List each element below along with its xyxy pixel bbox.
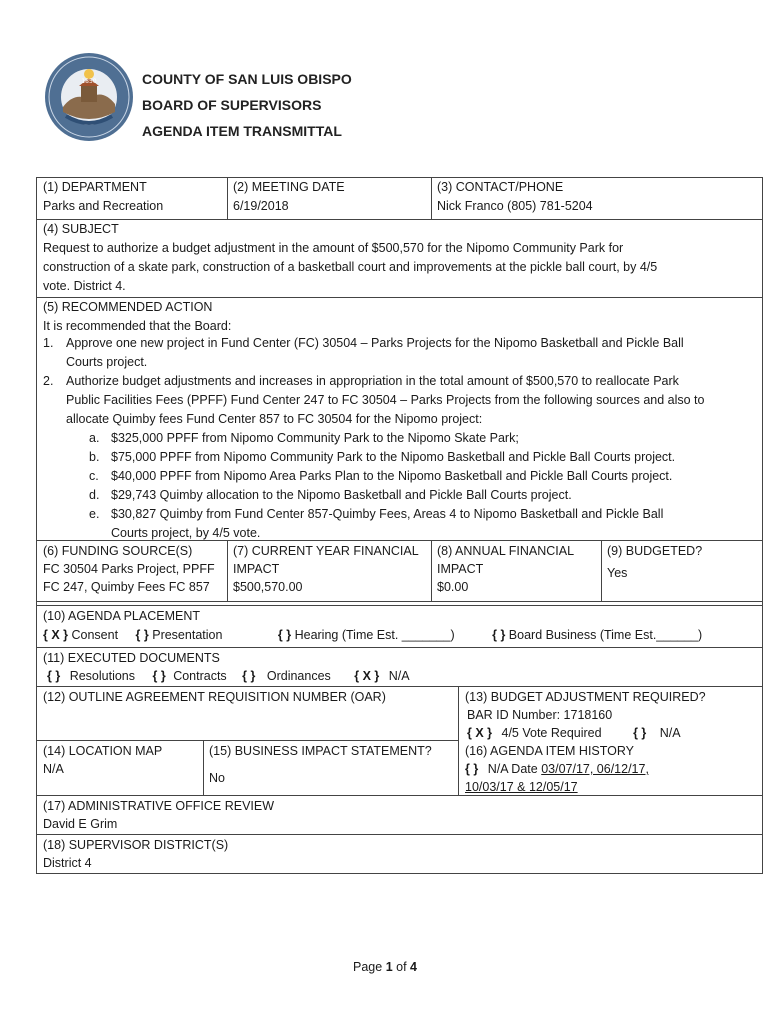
annual-impact-value: $0.00 xyxy=(437,580,469,594)
subject-line-1: Request to authorize a budget adjustment in the amount of $500,570 for the Nipomo Community Park for xyxy=(43,241,624,255)
sub-item-d xyxy=(89,486,675,505)
header-board: BOARD OF SUPERVISORS xyxy=(142,97,322,113)
budgeted-label: (9) BUDGETED? xyxy=(607,544,703,558)
sub-list xyxy=(89,429,675,543)
hearing-checkbox[interactable]: { } xyxy=(277,628,292,642)
bar-id-number: BAR ID Number: 1718160 xyxy=(467,708,613,722)
sub-item-a xyxy=(89,429,675,448)
history-dates-1: 03/07/17, 06/12/17, xyxy=(541,762,649,776)
item-1-number: 1. xyxy=(43,336,54,350)
sub-item-c xyxy=(89,467,675,486)
current-year-label-1: (7) CURRENT YEAR FINANCIAL xyxy=(233,544,419,558)
oar-label: (12) OUTLINE AGREEMENT REQUISITION NUMBER (OAR) xyxy=(43,690,386,704)
vote-required-checkbox[interactable]: { X } xyxy=(467,726,493,740)
item-2-line-1: Authorize budget adjustments and increases in appropriation in the total amount of $500,570 to reallocate Park xyxy=(66,374,679,388)
budget-adjustment-cell xyxy=(465,688,706,742)
page-footer xyxy=(0,960,770,974)
consent-checkbox[interactable]: { X } xyxy=(43,628,69,642)
supervisor-district-value: District 4 xyxy=(43,856,92,870)
recommended-action-cell xyxy=(43,298,231,336)
location-map-cell xyxy=(43,742,162,778)
page-number: 1 xyxy=(385,960,393,974)
recommended-intro: It is recommended that the Board: xyxy=(43,319,232,333)
ordinances-checkbox[interactable]: { } xyxy=(242,669,256,683)
subject-line-2: construction of a skate park, construction of a basketball court and improvements at the pickle ball court, by 4/5 xyxy=(43,260,658,274)
consent-label: Consent xyxy=(71,628,119,642)
item-1 xyxy=(66,334,684,372)
contact-label: (3) CONTACT/PHONE xyxy=(437,180,564,194)
agenda-placement-label: (10) AGENDA PLACEMENT xyxy=(43,609,200,623)
item-1-line-2: Courts project. xyxy=(66,355,148,369)
meeting-date-label: (2) MEETING DATE xyxy=(233,180,345,194)
seal-year: 1850 xyxy=(81,78,97,85)
annual-impact-label-2: IMPACT xyxy=(437,562,484,576)
document-header xyxy=(142,66,352,144)
admin-review-value: David E Grim xyxy=(43,817,118,831)
history-na-date-label: N/A Date xyxy=(487,762,538,776)
subject-label: (4) SUBJECT xyxy=(43,222,119,236)
page-total: 4 xyxy=(410,960,417,974)
item-2-line-3: allocate Quimby fees Fund Center 857 to FC 30504 for the Nipomo project: xyxy=(66,412,483,426)
header-county: COUNTY OF SAN LUIS OBISPO xyxy=(142,71,352,87)
county-seal-logo xyxy=(44,52,134,142)
annual-impact-cell xyxy=(437,542,574,596)
funding-source-cell xyxy=(43,542,215,596)
recommended-label: (5) RECOMMENDED ACTION xyxy=(43,300,213,314)
contact-value: Nick Franco (805) 781-5204 xyxy=(437,199,593,213)
agenda-history-label: (16) AGENDA ITEM HISTORY xyxy=(465,744,635,758)
board-business-checkbox[interactable]: { } xyxy=(492,628,506,642)
history-na-checkbox[interactable]: { } xyxy=(465,762,479,776)
funding-source-value-2: FC 247, Quimby Fees FC 857 xyxy=(43,580,210,594)
na-label: N/A xyxy=(388,669,410,683)
sub-item-b xyxy=(89,448,675,467)
department-value: Parks and Recreation xyxy=(43,199,164,213)
current-year-label-2: IMPACT xyxy=(233,562,280,576)
sub-item-text: $40,000 PPFF from Nipomo Area Parks Plan to the Nipomo Basketball and Pickle Ball Courts project. xyxy=(111,469,673,483)
current-year-impact-cell xyxy=(233,542,419,596)
executed-documents-options xyxy=(47,667,410,685)
admin-review-cell xyxy=(43,797,274,833)
board-business-label: Board Business (Time Est.______) xyxy=(508,628,703,642)
contracts-checkbox[interactable]: { } xyxy=(152,669,166,683)
meeting-date-cell xyxy=(233,178,345,216)
sub-item-marker: d. xyxy=(89,488,100,502)
of-word: of xyxy=(396,960,407,974)
contact-cell xyxy=(437,178,593,216)
sub-item-text: $30,827 Quimby from Fund Center 857-Quimby Fees, Areas 4 to Nipomo Basketball and Pickle Ball xyxy=(111,507,664,521)
agenda-history-row xyxy=(465,760,649,778)
sub-item-e-line-2: Courts project, by 4/5 vote. xyxy=(111,526,261,540)
subject-line-3: vote. District 4. xyxy=(43,279,126,293)
resolutions-label: Resolutions xyxy=(69,669,136,683)
sub-item-text: $325,000 PPFF from Nipomo Community Park to the Nipomo Skate Park; xyxy=(111,431,519,445)
supervisor-district-label: (18) SUPERVISOR DISTRICT(S) xyxy=(43,838,229,852)
department-cell xyxy=(43,178,163,216)
supervisor-district-cell xyxy=(43,836,228,872)
history-dates-2: 10/03/17 & 12/05/17 xyxy=(465,780,578,794)
budgeted-value: Yes xyxy=(607,566,628,580)
business-impact-label: (15) BUSINESS IMPACT STATEMENT? xyxy=(209,744,432,758)
funding-source-value-1: FC 30504 Parks Project, PPFF xyxy=(43,562,215,576)
vote-required-label: 4/5 Vote Required xyxy=(501,726,602,740)
meeting-date-value: 6/19/2018 xyxy=(233,199,289,213)
business-impact-value: No xyxy=(209,771,225,785)
funding-source-label: (6) FUNDING SOURCE(S) xyxy=(43,544,193,558)
business-impact-cell xyxy=(209,742,432,787)
header-title: AGENDA ITEM TRANSMITTAL xyxy=(142,123,342,139)
bar-na-checkbox[interactable]: { } xyxy=(633,726,647,740)
presentation-label: Presentation xyxy=(152,628,223,642)
budget-adjustment-label: (13) BUDGET ADJUSTMENT REQUIRED? xyxy=(465,690,706,704)
current-year-value: $500,570.00 xyxy=(233,580,303,594)
sub-item-text: $75,000 PPFF from Nipomo Community Park to the Nipomo Basketball and Pickle Ball Courts project. xyxy=(111,450,676,464)
item-2 xyxy=(66,372,704,429)
resolutions-checkbox[interactable]: { } xyxy=(47,669,61,683)
sub-item-e xyxy=(89,505,675,524)
na-checkbox[interactable]: { X } xyxy=(354,669,380,683)
agenda-placement-options xyxy=(43,626,755,644)
bar-na-label: N/A xyxy=(659,726,681,740)
presentation-checkbox[interactable]: { } xyxy=(135,628,149,642)
annual-impact-label-1: (8) ANNUAL FINANCIAL xyxy=(437,544,575,558)
sub-item-text: $29,743 Quimby allocation to the Nipomo Basketball and Pickle Ball Courts project. xyxy=(111,488,572,502)
subject-cell xyxy=(43,220,657,296)
item-2-number: 2. xyxy=(43,374,54,388)
admin-review-label: (17) ADMINISTRATIVE OFFICE REVIEW xyxy=(43,799,275,813)
sub-item-marker: c. xyxy=(89,469,99,483)
sub-item-marker: a. xyxy=(89,431,100,445)
hearing-label: Hearing (Time Est. _______) xyxy=(294,628,455,642)
bar-vote-row xyxy=(465,724,706,742)
agenda-history-cell xyxy=(465,742,649,796)
executed-documents-label: (11) EXECUTED DOCUMENTS xyxy=(43,651,220,665)
sub-item-marker: b. xyxy=(89,450,100,464)
item-1-line-1: Approve one new project in Fund Center (FC) 30504 – Parks Projects for the Nipomo Basketball and Pickle Ball xyxy=(66,336,684,350)
location-map-label: (14) LOCATION MAP xyxy=(43,744,163,758)
page-word: Page xyxy=(353,960,383,974)
item-2-line-2: Public Facilities Fees (PPFF) Fund Center 247 to FC 30504 – Parks Projects from the following sources and also to xyxy=(66,393,705,407)
sub-item-marker: e. xyxy=(89,507,100,521)
contracts-label: Contracts xyxy=(173,669,227,683)
department-label: (1) DEPARTMENT xyxy=(43,180,147,194)
ordinances-label: Ordinances xyxy=(266,669,331,683)
location-map-value: N/A xyxy=(43,762,64,776)
budgeted-cell xyxy=(607,542,702,582)
